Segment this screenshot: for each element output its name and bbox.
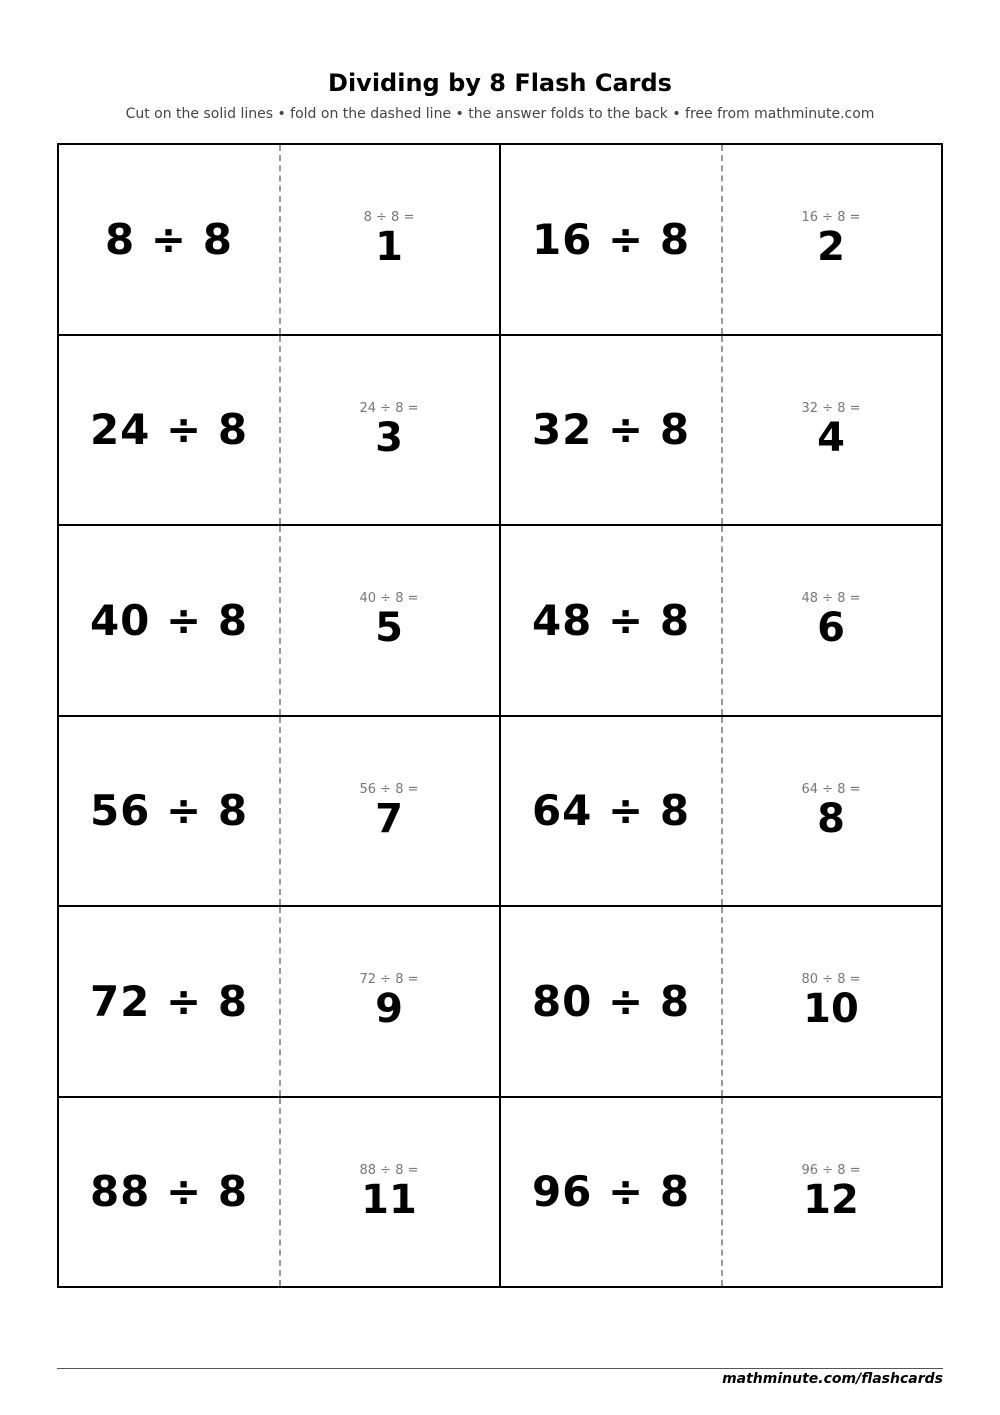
card-question: 32 ÷ 8 [531, 405, 691, 455]
card-question: 56 ÷ 8 [89, 786, 249, 836]
flash-card [59, 524, 501, 715]
footer-url: mathminute.com/flashcards [722, 1371, 943, 1387]
card-question: 8 ÷ 8 [105, 214, 233, 264]
flash-card [59, 143, 501, 334]
page-subtitle: Cut on the solid lines • fold on the dashed line • the answer folds to the back • free from mathminute.com [125, 106, 875, 122]
fold-line [721, 907, 723, 1096]
flash-card [501, 143, 943, 334]
card-question: 48 ÷ 8 [531, 595, 691, 645]
card-back [279, 907, 499, 1096]
card-answer: 5 [375, 605, 403, 652]
card-back [721, 907, 941, 1096]
card-answer: 1 [375, 224, 403, 271]
page-title: Dividing by 8 Flash Cards [328, 69, 672, 97]
flash-card [501, 715, 943, 906]
card-back [721, 526, 941, 715]
fold-line [721, 1098, 723, 1287]
card-back [721, 717, 941, 906]
fold-line [721, 526, 723, 715]
card-question: 40 ÷ 8 [89, 595, 249, 645]
card-answer: 2 [817, 224, 845, 271]
card-question: 72 ÷ 8 [89, 976, 249, 1026]
fold-line [279, 907, 281, 1096]
card-back-equation: 8 ÷ 8 = [363, 210, 415, 226]
card-back-equation: 40 ÷ 8 = [359, 591, 419, 607]
flash-card [59, 905, 501, 1096]
card-back-equation: 72 ÷ 8 = [359, 972, 419, 988]
fold-line [279, 526, 281, 715]
flash-card [501, 334, 943, 525]
flash-card [59, 715, 501, 906]
card-back [279, 1098, 499, 1287]
card-answer: 3 [375, 414, 403, 461]
flash-card [501, 1096, 943, 1287]
flash-card [501, 905, 943, 1096]
card-question: 24 ÷ 8 [89, 405, 249, 455]
card-answer: 9 [375, 986, 403, 1033]
card-back [279, 717, 499, 906]
fold-line [721, 145, 723, 334]
card-back-equation: 32 ÷ 8 = [801, 400, 861, 416]
card-answer: 11 [361, 1176, 417, 1223]
card-back [279, 145, 499, 334]
card-answer: 4 [817, 414, 845, 461]
flash-card-grid [57, 143, 943, 1288]
card-back [721, 145, 941, 334]
flash-card [501, 524, 943, 715]
card-back-equation: 64 ÷ 8 = [801, 781, 861, 797]
card-answer: 7 [375, 795, 403, 842]
fold-line [721, 336, 723, 525]
card-back-equation: 88 ÷ 8 = [359, 1162, 419, 1178]
card-back [721, 1098, 941, 1287]
card-question: 64 ÷ 8 [531, 786, 691, 836]
fold-line [279, 1098, 281, 1287]
card-back-equation: 24 ÷ 8 = [359, 400, 419, 416]
fold-line [721, 717, 723, 906]
card-back-equation: 96 ÷ 8 = [801, 1162, 861, 1178]
card-back-equation: 48 ÷ 8 = [801, 591, 861, 607]
card-question: 88 ÷ 8 [89, 1167, 249, 1217]
card-back-equation: 80 ÷ 8 = [801, 972, 861, 988]
card-question: 16 ÷ 8 [531, 214, 691, 264]
card-back [279, 526, 499, 715]
card-back-equation: 56 ÷ 8 = [359, 781, 419, 797]
flash-card [59, 1096, 501, 1287]
card-question: 96 ÷ 8 [531, 1167, 691, 1217]
card-back-equation: 16 ÷ 8 = [801, 210, 861, 226]
fold-line [279, 336, 281, 525]
card-back [279, 336, 499, 525]
card-answer: 6 [817, 605, 845, 652]
fold-line [279, 717, 281, 906]
card-question: 80 ÷ 8 [531, 976, 691, 1026]
card-answer: 12 [803, 1176, 859, 1223]
card-answer: 10 [803, 986, 859, 1033]
card-back [721, 336, 941, 525]
flash-card [59, 334, 501, 525]
fold-line [279, 145, 281, 334]
card-answer: 8 [817, 795, 845, 842]
